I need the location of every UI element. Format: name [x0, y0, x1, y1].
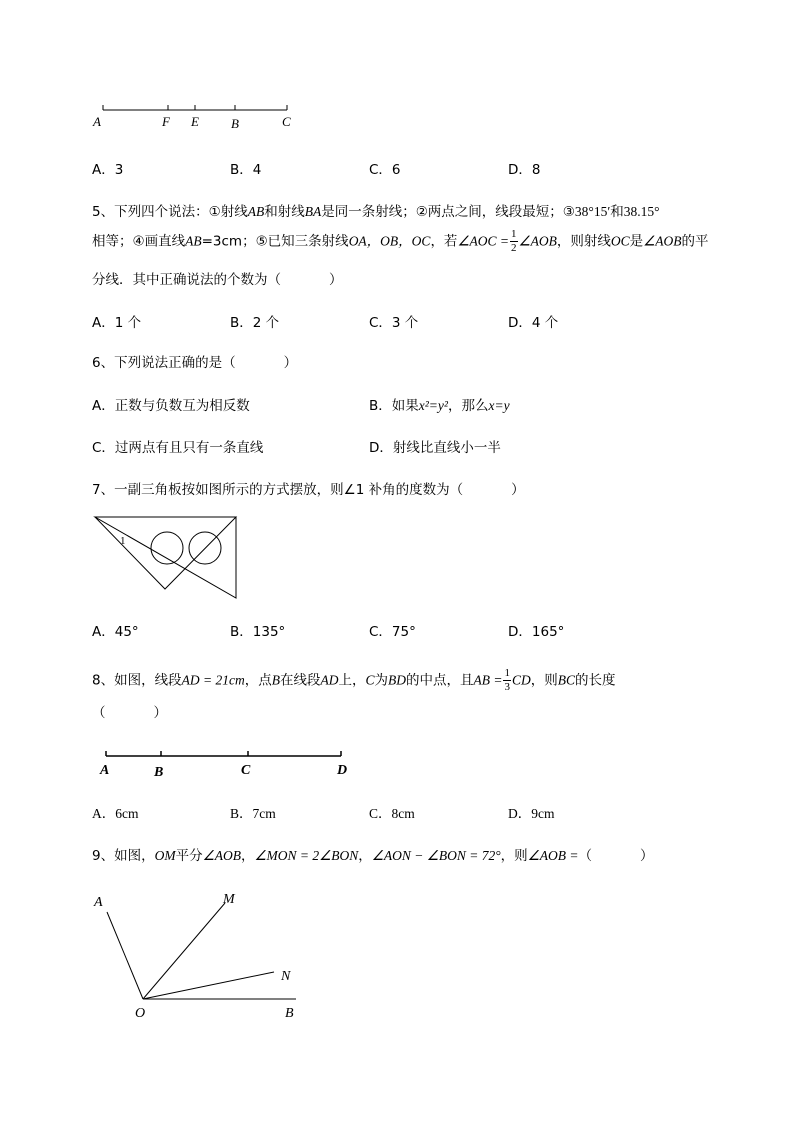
point-label-a: A: [93, 114, 101, 129]
ray-label-n: N: [281, 969, 291, 984]
fraction-one-half: $\frac{1}{2}$: [511, 228, 517, 254]
q4-option-d: D．8: [508, 162, 541, 178]
point-label-d: D: [337, 763, 348, 778]
point-label-a: A: [100, 763, 110, 778]
q8-option-b: B．7cm: [230, 806, 276, 821]
q5-option-b: B．2 个: [230, 315, 280, 331]
q8-option-a: A．6cm: [92, 806, 139, 821]
q8-segment-figure: [95, 746, 355, 780]
q5-line-2: 相等；④画直线AB=3cm；⑤已知三条射线OA，OB，OC，若∠AOC = $\frac{1}{2}$ ∠AOB，则射线OC是∠AOB的平: [92, 228, 709, 254]
set-squares-figure: [90, 510, 242, 602]
point-label-f: F: [162, 114, 170, 129]
q5-number: 5、: [92, 204, 115, 220]
q8-option-c: C．8cm: [369, 806, 415, 821]
q7-number: 7、: [92, 482, 115, 498]
q7-option-d: D．165°: [508, 624, 565, 640]
ray-label-a: A: [94, 895, 103, 910]
q5-line-1: 5、下列四个说法：①射线AB和射线BA是同一条射线；②两点之间，线段最短；③38°15′和38.15°: [92, 204, 660, 220]
q8-option-d: D．9cm: [508, 806, 555, 821]
q8-line-2: （ ）: [92, 705, 167, 721]
point-label-c: C: [241, 763, 251, 778]
q5-option-d: D．4 个: [508, 315, 559, 331]
angle-label-1: 1: [120, 535, 126, 547]
q4-option-a: A．3: [92, 162, 124, 178]
q7-option-a: A．45°: [92, 624, 139, 640]
q5-line-3: 分线．其中正确说法的个数为（ ）: [92, 272, 343, 288]
q7-option-c: C．75°: [369, 624, 416, 640]
q8-line-1: 8、如图，线段AD = 21cm，点B在线段AD上，C为BD的中点，且AB = $\frac{1}{3}$ CD，则BC的长度: [92, 667, 616, 693]
q7-question: 7、一副三角板按如图所示的方式摆放，则∠1 补角的度数为（ ）: [92, 482, 525, 498]
vertex-label-o: O: [135, 1006, 146, 1021]
q5-option-c: C．3 个: [369, 315, 419, 331]
q4-option-c: C．6: [369, 162, 401, 178]
q9-angle-figure: [88, 888, 308, 1023]
point-label-e: E: [191, 114, 199, 129]
ray-label-m: M: [223, 892, 235, 907]
q9-number: 9、: [92, 848, 115, 864]
q4-option-b: B．4: [230, 162, 262, 178]
q6-option-a: A．正数与负数互为相反数: [92, 398, 250, 414]
q4-line-figure: [90, 100, 310, 132]
point-label-b: B: [231, 116, 239, 131]
q8-number: 8、: [92, 672, 115, 689]
fraction-one-third: $\frac{1}{3}$: [504, 667, 510, 693]
q9-question: 9、如图，OM平分∠AOB，∠MON = 2∠BON，∠AON − ∠BON = 72°，则∠AOB =（ ）: [92, 848, 654, 864]
ray-label-b: B: [285, 1006, 294, 1021]
q6-question: 6、下列说法正确的是（ ）: [92, 355, 298, 371]
q6-number: 6、: [92, 355, 115, 371]
q6-option-c: C．过两点有且只有一条直线: [92, 440, 264, 456]
q7-option-b: B．135°: [230, 624, 286, 640]
q5-option-a: A．1 个: [92, 315, 142, 331]
point-label-c: C: [282, 114, 291, 129]
q6-option-b: B．如果x²=y²，那么x=y: [369, 398, 510, 414]
q6-option-d: D．射线比直线小一半: [369, 440, 501, 456]
point-label-b: B: [154, 765, 164, 780]
